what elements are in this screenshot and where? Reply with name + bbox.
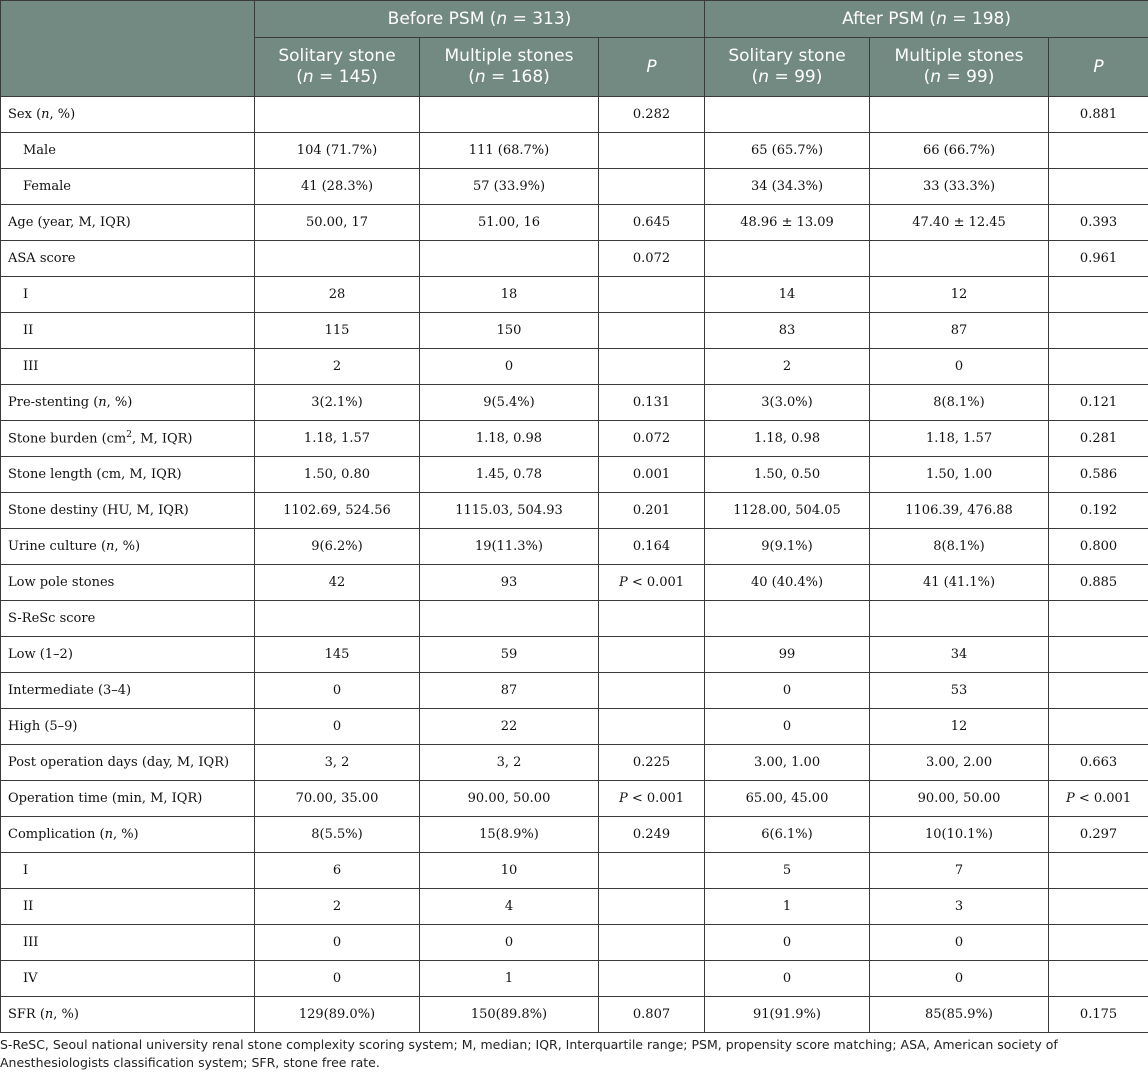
table-cell: 1128.00, 504.05 xyxy=(705,493,870,529)
table-cell xyxy=(599,925,705,961)
table-cell: 2 xyxy=(255,349,420,385)
table-cell: 34 (34.3%) xyxy=(705,169,870,205)
row-label: II xyxy=(1,313,255,349)
table-cell: 115 xyxy=(255,313,420,349)
row-label: Sex (n, %) xyxy=(1,97,255,133)
table-cell: 0.175 xyxy=(1049,997,1148,1033)
table-cell: 0.281 xyxy=(1049,421,1148,457)
row-label: Pre-stenting (n, %) xyxy=(1,385,255,421)
table-cell: 48.96 ± 13.09 xyxy=(705,205,870,241)
table-cell xyxy=(255,601,420,637)
table-cell: 10 xyxy=(420,853,599,889)
table-cell xyxy=(705,241,870,277)
table-cell: 85(85.9%) xyxy=(870,997,1049,1033)
column-header-line2: (n = 145) xyxy=(296,67,378,87)
column-header-line2: (n = 99) xyxy=(923,67,995,87)
table-cell: 99 xyxy=(705,637,870,673)
row-label: Urine culture (n, %) xyxy=(1,529,255,565)
header-before-psm: Before PSM (n = 313) xyxy=(255,1,705,38)
column-header-line1: Multiple stones xyxy=(894,46,1024,66)
table-cell: 0.881 xyxy=(1049,97,1148,133)
row-label: I xyxy=(1,853,255,889)
table-cell: 50.00, 17 xyxy=(255,205,420,241)
table-cell xyxy=(1049,961,1148,997)
table-header xyxy=(1,1,1148,97)
table-cell xyxy=(870,601,1049,637)
table-cell: 129(89.0%) xyxy=(255,997,420,1033)
table-cell: 0.121 xyxy=(1049,385,1148,421)
table-cell: 0 xyxy=(870,349,1049,385)
table-cell: 59 xyxy=(420,637,599,673)
table-cell: 0 xyxy=(705,961,870,997)
table-cell xyxy=(599,133,705,169)
table-cell: 91(91.9%) xyxy=(705,997,870,1033)
table-row xyxy=(1,529,1148,565)
table-row xyxy=(1,817,1148,853)
row-label: Stone destiny (HU, M, IQR) xyxy=(1,493,255,529)
table-row xyxy=(1,925,1148,961)
table-cell: 2 xyxy=(255,889,420,925)
table-cell xyxy=(599,673,705,709)
table-cell: 33 (33.3%) xyxy=(870,169,1049,205)
table-cell: 0.663 xyxy=(1049,745,1148,781)
row-label: Low (1–2) xyxy=(1,637,255,673)
row-label: III xyxy=(1,925,255,961)
table-cell: 0.249 xyxy=(599,817,705,853)
table-cell: 6 xyxy=(255,853,420,889)
table-row xyxy=(1,673,1148,709)
table-row xyxy=(1,961,1148,997)
table-cell xyxy=(1049,637,1148,673)
table-cell: 0.885 xyxy=(1049,565,1148,601)
table-cell: 1.18, 0.98 xyxy=(705,421,870,457)
table-cell: 0.961 xyxy=(1049,241,1148,277)
table-row xyxy=(1,889,1148,925)
table-cell: 0.131 xyxy=(599,385,705,421)
table-cell xyxy=(599,637,705,673)
table-cell xyxy=(420,97,599,133)
table-cell: 0 xyxy=(870,925,1049,961)
table-row xyxy=(1,205,1148,241)
table-cell: 0.645 xyxy=(599,205,705,241)
table-cell: 90.00, 50.00 xyxy=(870,781,1049,817)
table-cell: 47.40 ± 12.45 xyxy=(870,205,1049,241)
table-cell: 90.00, 50.00 xyxy=(420,781,599,817)
row-label: I xyxy=(1,277,255,313)
table-row xyxy=(1,745,1148,781)
table-cell: 1106.39, 476.88 xyxy=(870,493,1049,529)
column-header-line1: P xyxy=(1093,56,1104,77)
table-cell xyxy=(1049,925,1148,961)
table-footnote: S-ReSC, Seoul national university renal stone complexity scoring system; M, median; IQR, Interquartile range; PSM, propensity score matching; ASA, American society of Anesthesiologists classification system; SFR, stone free rate. xyxy=(0,1037,1058,1070)
table-row xyxy=(1,493,1148,529)
table-cell: 0.282 xyxy=(599,97,705,133)
table-cell: 9(9.1%) xyxy=(705,529,870,565)
table-cell xyxy=(1049,853,1148,889)
table-cell: 19(11.3%) xyxy=(420,529,599,565)
table-row xyxy=(1,385,1148,421)
table-cell xyxy=(599,853,705,889)
table-cell: 10(10.1%) xyxy=(870,817,1049,853)
table-cell: 5 xyxy=(705,853,870,889)
table-row xyxy=(1,709,1148,745)
table-cell: 0 xyxy=(255,709,420,745)
column-header xyxy=(255,38,420,97)
table-cell: 0.393 xyxy=(1049,205,1148,241)
table-cell: 1.50, 0.80 xyxy=(255,457,420,493)
table-cell: 1 xyxy=(705,889,870,925)
table-cell: 1.50, 1.00 xyxy=(870,457,1049,493)
table-cell: 0.807 xyxy=(599,997,705,1033)
table-cell: 1.18, 1.57 xyxy=(870,421,1049,457)
column-header-line1: P xyxy=(646,56,657,77)
table-cell: 12 xyxy=(870,277,1049,313)
table-cell: 7 xyxy=(870,853,1049,889)
table-cell: 3, 2 xyxy=(420,745,599,781)
table-cell: 2 xyxy=(705,349,870,385)
table-cell: 1102.69, 524.56 xyxy=(255,493,420,529)
table-cell: P < 0.001 xyxy=(1049,781,1148,817)
row-label: Post operation days (day, M, IQR) xyxy=(1,745,255,781)
column-header xyxy=(870,38,1049,97)
table-cell: 0.201 xyxy=(599,493,705,529)
table-cell: 70.00, 35.00 xyxy=(255,781,420,817)
row-label: Age (year, M, IQR) xyxy=(1,205,255,241)
table-cell: 0 xyxy=(255,925,420,961)
row-label: Intermediate (3–4) xyxy=(1,673,255,709)
table-cell: 0.072 xyxy=(599,421,705,457)
table-cell: 12 xyxy=(870,709,1049,745)
table-row xyxy=(1,457,1148,493)
row-label: III xyxy=(1,349,255,385)
table-cell: 0.586 xyxy=(1049,457,1148,493)
table-cell xyxy=(599,277,705,313)
table-cell: 0 xyxy=(705,673,870,709)
header-corner xyxy=(1,1,255,97)
column-header xyxy=(599,38,705,97)
row-label: Stone burden ($cm^2$, M, IQR) xyxy=(1,421,255,457)
table-cell: 0.072 xyxy=(599,241,705,277)
table-cell: 41 (28.3%) xyxy=(255,169,420,205)
table-cell xyxy=(599,169,705,205)
table-cell xyxy=(705,97,870,133)
table-cell xyxy=(870,97,1049,133)
table-row xyxy=(1,421,1148,457)
table-cell xyxy=(1049,169,1148,205)
table-cell: 0.192 xyxy=(1049,493,1148,529)
table-cell xyxy=(1049,673,1148,709)
column-header-line2: (n = 168) xyxy=(468,67,550,87)
table-cell: 8(8.1%) xyxy=(870,529,1049,565)
row-label: ASA score xyxy=(1,241,255,277)
table-row xyxy=(1,241,1148,277)
table-cell: 0.800 xyxy=(1049,529,1148,565)
table-cell: 53 xyxy=(870,673,1049,709)
table-cell: 150 xyxy=(420,313,599,349)
row-label: SFR (n, %) xyxy=(1,997,255,1033)
table-cell xyxy=(599,601,705,637)
table-cell: 0 xyxy=(705,925,870,961)
table-cell: 1115.03, 504.93 xyxy=(420,493,599,529)
table-cell xyxy=(1049,601,1148,637)
table-cell: 0.225 xyxy=(599,745,705,781)
table-cell: 66 (66.7%) xyxy=(870,133,1049,169)
table-cell: 3.00, 1.00 xyxy=(705,745,870,781)
table-cell: 3 xyxy=(870,889,1049,925)
row-label: Operation time (min, M, IQR) xyxy=(1,781,255,817)
table-cell xyxy=(599,961,705,997)
table-cell xyxy=(1049,133,1148,169)
table-cell: 104 (71.7%) xyxy=(255,133,420,169)
table-row xyxy=(1,601,1148,637)
table-cell: 0.001 xyxy=(599,457,705,493)
column-header xyxy=(420,38,599,97)
table-cell: 9(6.2%) xyxy=(255,529,420,565)
table-cell xyxy=(599,313,705,349)
table-row xyxy=(1,277,1148,313)
table-body xyxy=(1,97,1148,1033)
row-label: IV xyxy=(1,961,255,997)
table-cell: 0 xyxy=(420,349,599,385)
table-cell: 8(5.5%) xyxy=(255,817,420,853)
table-cell: 87 xyxy=(870,313,1049,349)
table-cell: 6(6.1%) xyxy=(705,817,870,853)
table-row xyxy=(1,781,1148,817)
table-row xyxy=(1,853,1148,889)
table-cell: 3, 2 xyxy=(255,745,420,781)
table-cell xyxy=(1049,349,1148,385)
table-cell: 65 (65.7%) xyxy=(705,133,870,169)
table-cell: 0 xyxy=(870,961,1049,997)
table-cell xyxy=(420,241,599,277)
table-cell: 1.45, 0.78 xyxy=(420,457,599,493)
table-row xyxy=(1,997,1148,1033)
column-header xyxy=(705,38,870,97)
column-header xyxy=(1049,38,1148,97)
table-cell: 3(2.1%) xyxy=(255,385,420,421)
table-cell: 3.00, 2.00 xyxy=(870,745,1049,781)
table-cell: P < 0.001 xyxy=(599,565,705,601)
table-cell: 18 xyxy=(420,277,599,313)
table-cell: 0 xyxy=(255,961,420,997)
row-label: Complication (n, %) xyxy=(1,817,255,853)
table-cell: 14 xyxy=(705,277,870,313)
table-cell xyxy=(1049,889,1148,925)
column-header-line1: Solitary stone xyxy=(278,46,396,66)
table-cell xyxy=(705,601,870,637)
table-cell: 4 xyxy=(420,889,599,925)
table-cell: 8(8.1%) xyxy=(870,385,1049,421)
table-row xyxy=(1,349,1148,385)
table-cell: 0 xyxy=(705,709,870,745)
row-label: S-ReSc score xyxy=(1,601,255,637)
table-cell: P < 0.001 xyxy=(599,781,705,817)
table-cell: 1.50, 0.50 xyxy=(705,457,870,493)
table-cell xyxy=(1049,709,1148,745)
column-header-line2: (n = 99) xyxy=(751,67,823,87)
table-cell xyxy=(599,709,705,745)
table-cell xyxy=(255,241,420,277)
table-row xyxy=(1,169,1148,205)
table-row xyxy=(1,565,1148,601)
table-cell: 51.00, 16 xyxy=(420,205,599,241)
table-cell: 0 xyxy=(255,673,420,709)
table-cell: 57 (33.9%) xyxy=(420,169,599,205)
table-cell: 87 xyxy=(420,673,599,709)
table-cell xyxy=(1049,313,1148,349)
table-cell: 150(89.8%) xyxy=(420,997,599,1033)
table-row xyxy=(1,313,1148,349)
table-cell: 1.18, 0.98 xyxy=(420,421,599,457)
table-cell xyxy=(1049,277,1148,313)
row-label: High (5–9) xyxy=(1,709,255,745)
table-cell: 15(8.9%) xyxy=(420,817,599,853)
table-cell: 0.164 xyxy=(599,529,705,565)
table-cell: 111 (68.7%) xyxy=(420,133,599,169)
table-row xyxy=(1,97,1148,133)
row-label: Male xyxy=(1,133,255,169)
table-cell: 22 xyxy=(420,709,599,745)
row-label: Female xyxy=(1,169,255,205)
table-cell: 42 xyxy=(255,565,420,601)
table-cell: 28 xyxy=(255,277,420,313)
table-cell: 9(5.4%) xyxy=(420,385,599,421)
table-cell xyxy=(420,601,599,637)
table-cell: 83 xyxy=(705,313,870,349)
table-cell: 40 (40.4%) xyxy=(705,565,870,601)
table-row xyxy=(1,133,1148,169)
table-cell: 145 xyxy=(255,637,420,673)
table-cell: 0 xyxy=(420,925,599,961)
table-cell: 34 xyxy=(870,637,1049,673)
table-cell: 1.18, 1.57 xyxy=(255,421,420,457)
table-cell: 65.00, 45.00 xyxy=(705,781,870,817)
table-cell xyxy=(599,349,705,385)
column-header-line1: Multiple stones xyxy=(444,46,574,66)
table-cell: 93 xyxy=(420,565,599,601)
row-label: II xyxy=(1,889,255,925)
table-cell xyxy=(599,889,705,925)
table-cell: 0.297 xyxy=(1049,817,1148,853)
table-cell xyxy=(255,97,420,133)
table-row xyxy=(1,637,1148,673)
header-after-psm: After PSM (n = 198) xyxy=(705,1,1148,38)
table-cell xyxy=(870,241,1049,277)
table-cell: 41 (41.1%) xyxy=(870,565,1049,601)
table-cell: 3(3.0%) xyxy=(705,385,870,421)
row-label: Low pole stones xyxy=(1,565,255,601)
table-cell: 1 xyxy=(420,961,599,997)
column-header-line1: Solitary stone xyxy=(728,46,846,66)
row-label: Stone length (cm, M, IQR) xyxy=(1,457,255,493)
